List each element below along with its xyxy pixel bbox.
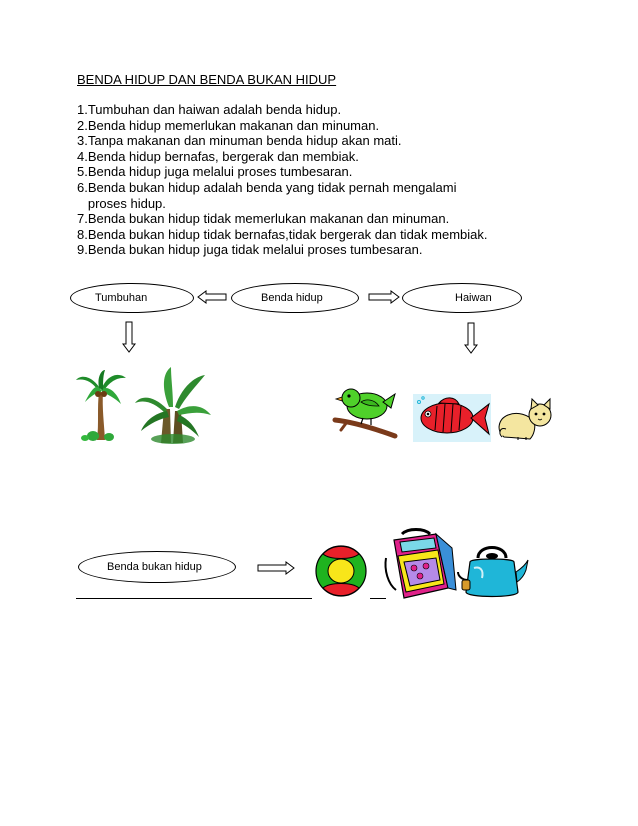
- fact-item: 9.Benda bukan hidup juga tidak melalui proses tumbesaran.: [77, 242, 423, 258]
- fish-icon: [413, 394, 491, 442]
- fact-item: 4.Benda hidup bernafas, bergerak dan membiak.: [77, 148, 359, 164]
- banana-plant-icon: [133, 365, 213, 445]
- fact-item: 6.Benda bukan hidup adalah benda yang tidak pernah mengalami: [77, 179, 457, 195]
- divider: [76, 598, 312, 599]
- facts-list: [77, 102, 487, 258]
- fact-item: 2.Benda hidup memerlukan makanan dan minuman.: [77, 117, 380, 133]
- tumbuhan-oval: [70, 283, 194, 313]
- fact-item: 1.Tumbuhan dan haiwan adalah benda hidup.: [77, 102, 342, 117]
- palm-tree-icon: [75, 368, 127, 443]
- fact-item: 8.Benda bukan hidup tidak bernafas,tidak bergerak dan tidak membiak.: [77, 226, 488, 242]
- down-arrow-icon: [122, 321, 136, 353]
- fact-item: 5.Benda hidup juga melalui proses tumbesaran.: [77, 164, 353, 180]
- worksheet-title: BENDA HIDUP DAN BENDA BUKAN HIDUP: [77, 72, 337, 87]
- haiwan-label: Haiwan: [455, 292, 492, 304]
- bird-icon: [333, 384, 399, 438]
- backpack-icon: [384, 528, 460, 604]
- divider: [370, 598, 386, 599]
- benda-bukan-hidup-oval: [78, 551, 236, 583]
- tumbuhan-label: Tumbuhan: [95, 292, 148, 304]
- kettle-icon: [456, 540, 530, 602]
- right-arrow-icon: [257, 561, 295, 575]
- benda-hidup-oval: [231, 283, 359, 313]
- benda-bukan-hidup-label: Benda bukan hidup: [107, 561, 202, 573]
- ball-icon: [314, 544, 368, 598]
- haiwan-oval: [402, 283, 522, 313]
- down-arrow-icon: [464, 322, 478, 354]
- right-arrow-icon: [368, 290, 400, 304]
- left-arrow-icon: [197, 290, 227, 304]
- cat-icon: [496, 397, 556, 441]
- fact-item: proses hidup.: [77, 195, 166, 211]
- fact-item: 7.Benda bukan hidup tidak memerlukan makanan dan minuman.: [77, 211, 450, 227]
- benda-hidup-label: Benda hidup: [261, 292, 323, 304]
- fact-item: 3.Tanpa makanan dan minuman benda hidup akan mati.: [77, 133, 402, 149]
